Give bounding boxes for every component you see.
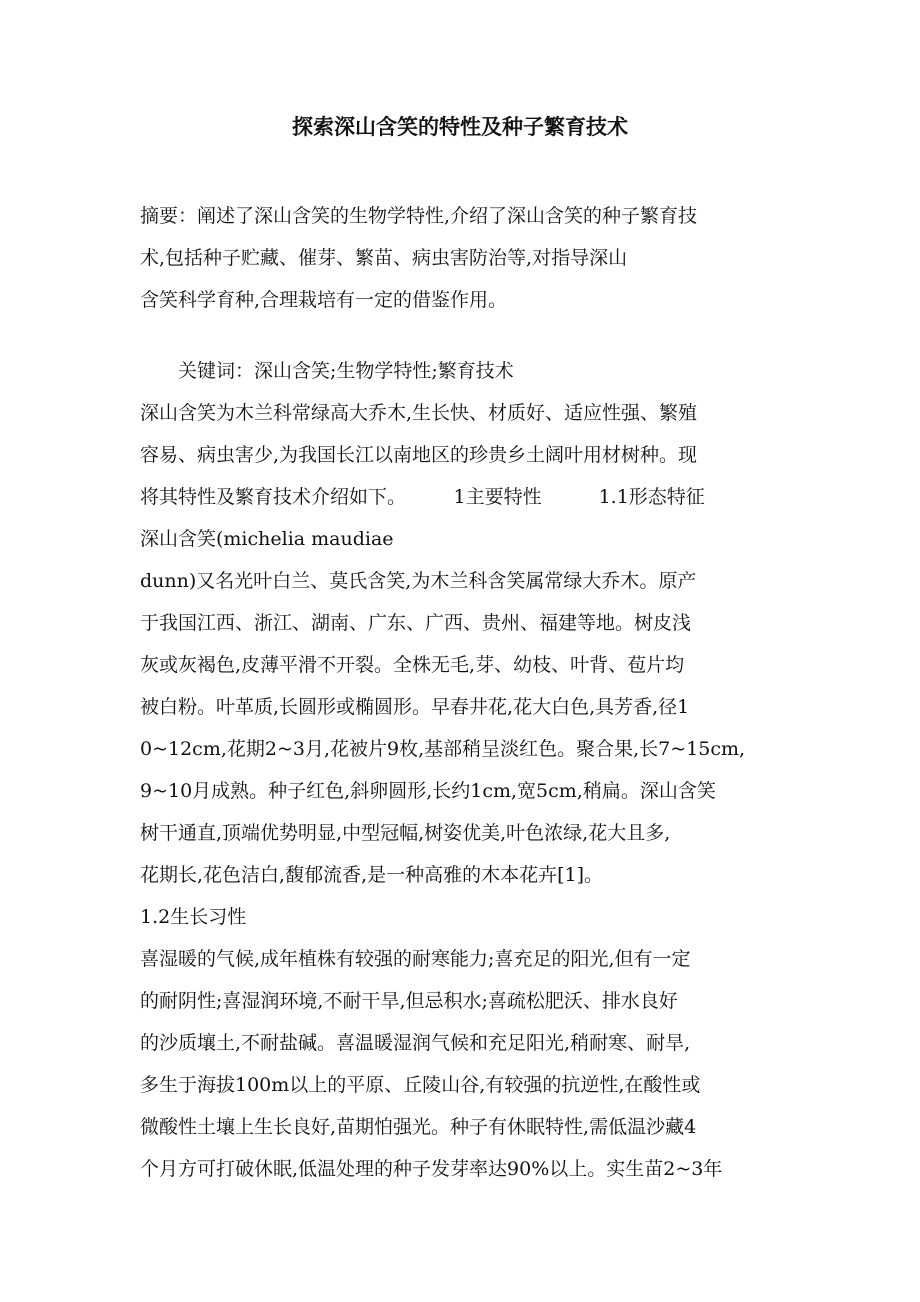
body-line: 微酸性土壤上生长良好,苗期怕强光。种子有休眠特性,需低温沙藏4	[140, 1116, 697, 1138]
body-line: 9~10月成熟。种子红色,斜卵圆形,长约1cm,宽5cm,稍扁。深山含笑	[140, 780, 716, 802]
section-heading: 1.2生长习性	[140, 906, 247, 928]
abstract-line-3: 含笑科学育种,合理栽培有一定的借鉴作用。	[140, 289, 508, 311]
body-line: 个月方可打破休眠,低温处理的种子发芽率达90%以上。实生苗2~3年	[140, 1158, 723, 1180]
body-line: 于我国江西、浙江、湖南、广东、广西、贵州、福建等地。树皮浅	[140, 612, 692, 634]
body-line: 容易、病虫害少,为我国长江以南地区的珍贵乡土阔叶用材树种。现	[140, 444, 698, 466]
abstract-line-1: 摘要：阐述了深山含笑的生物学特性,介绍了深山含笑的种子繁育技	[140, 205, 698, 227]
body-line: 深山含笑(michelia maudiae	[140, 528, 394, 550]
body-line: 将其特性及繁育技术介绍如下。 1主要特性 1.1形态特征	[140, 486, 705, 508]
body-line: 树干通直,顶端优势明显,中型冠幅,树姿优美,叶色浓绿,花大且多,	[140, 822, 671, 844]
body-line: 被白粉。叶革质,长圆形或椭圆形。早春井花,花大白色,具芳香,径1	[140, 696, 690, 718]
body-line: 多生于海拔100m以上的平原、丘陵山谷,有较强的抗逆性,在酸性或	[140, 1074, 701, 1096]
body-line: 喜湿暖的气候,成年植株有较强的耐寒能力;喜充足的阳光,但有一定	[140, 948, 691, 970]
document-title: 探索深山含笑的特性及种子繁育技术	[292, 114, 628, 139]
body-line: dunn)又名光叶白兰、莫氏含笑,为木兰科含笑属常绿大乔木。原产	[140, 570, 697, 592]
body-line: 0~12cm,花期2~3月,花被片9枚,基部稍呈淡红色。聚合果,长7~15cm,	[140, 738, 746, 760]
body-line: 灰或灰褐色,皮薄平滑不开裂。全株无毛,芽、幼枝、叶背、苞片均	[140, 654, 685, 676]
abstract-line-2: 术,包括种子贮藏、催芽、繁苗、病虫害防治等,对指导深山	[140, 247, 628, 269]
body-line: 的耐阴性;喜湿润环境,不耐干旱,但忌积水;喜疏松肥沃、排水良好	[140, 990, 678, 1012]
body-line: 的沙质壤土,不耐盐碱。喜温暖湿润气候和充足阳光,稍耐寒、耐旱,	[140, 1032, 691, 1054]
body-line: 深山含笑为木兰科常绿高大乔木,生长快、材质好、适应性强、繁殖	[140, 402, 698, 424]
body-line: 花期长,花色洁白,馥郁流香,是一种高雅的木本花卉[1]。	[140, 864, 604, 886]
keywords-line: 关键词：深山含笑;生物学特性;繁育技术	[140, 360, 514, 382]
